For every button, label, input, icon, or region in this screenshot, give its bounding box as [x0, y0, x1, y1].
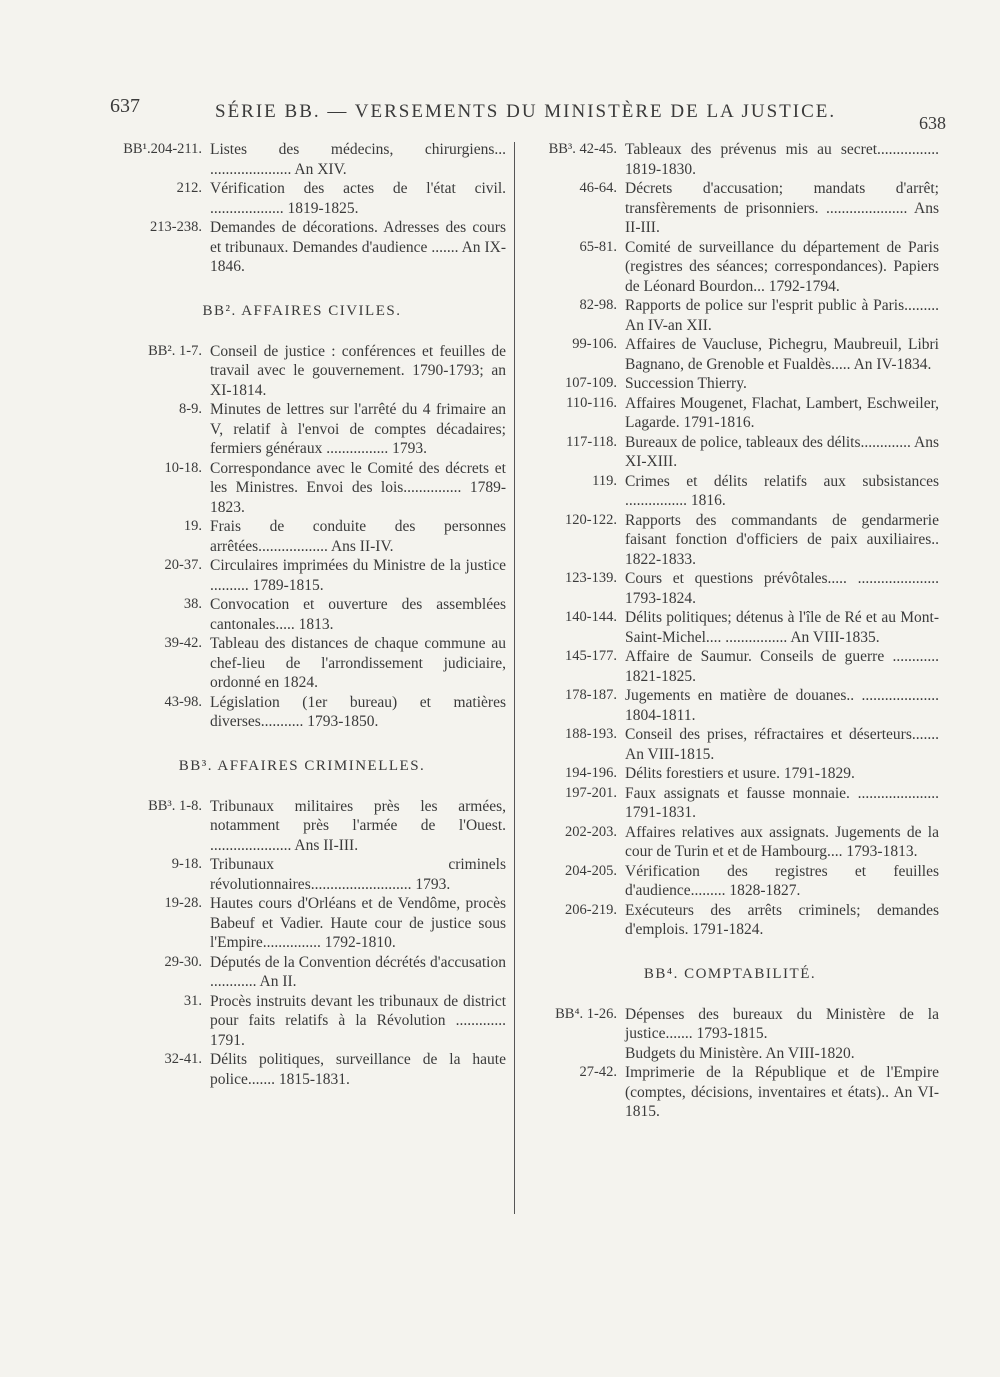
entry-number: 197-201. [565, 784, 617, 801]
entries-bb3 [92, 797, 512, 1090]
entry-number: 43-98. [164, 693, 202, 710]
entry-description: Correspondance avec le Comité des décrets et les Ministres. Envoi des lois............... 1789-1823. [210, 459, 506, 516]
list-item [92, 140, 512, 179]
entry-description: Affaire de Saumur. Conseils de guerre ............ 1821-1825. [625, 648, 939, 685]
list-item [92, 459, 512, 518]
entry-description: Bureaux de police, tableaux des délits............. Ans XI-XIII. [625, 433, 939, 470]
entry-number: 19-28. [164, 895, 202, 911]
entry-number: 10-18. [164, 459, 202, 476]
entry-number: 178-187. [565, 687, 617, 703]
entry-description: Affaires relatives aux assignats. Jugements de la cour de Turin et et de Hambourg.... 1793-1813. [625, 823, 939, 860]
entry-number: 212. [176, 180, 202, 196]
list-item [92, 992, 512, 1051]
list-item [92, 342, 512, 401]
entry-number: 38. [183, 596, 202, 612]
entry-description: Tribunaux criminels révolutionnaires.......................... 1793. [210, 856, 506, 893]
list-item [92, 400, 512, 459]
entry-number: 206-219. [565, 901, 617, 918]
list-item [92, 855, 512, 894]
entry-description: Rapports des commandants de gendarmerie faisant fonction d'officiers de paix auxiliaires.. 1822-1833. [625, 511, 939, 568]
list-item [515, 335, 945, 374]
entry-description: Tableaux des prévenus mis au secret................ 1819-1830. [625, 141, 939, 178]
entry-number: 120-122. [565, 511, 617, 528]
list-item [515, 472, 945, 511]
list-item [92, 693, 512, 732]
entry-description: Budgets du Ministère. An VIII-1820. [625, 1044, 855, 1062]
entry-description: Exécuteurs des arrêts criminels; demandes d'emplois. 1791-1824. [625, 901, 939, 938]
entry-number: 29-30. [164, 953, 202, 970]
entry-number: BB². 1-7. [148, 342, 202, 359]
entry-description: Conseil de justice : conférences et feuilles de travail avec le gouvernement. 1790-1793; an XI-1814. [210, 342, 506, 399]
list-item [515, 764, 945, 784]
list-item [515, 901, 945, 940]
entry-number: 19. [183, 518, 202, 534]
entry-description: Cours et questions prévôtales..... ..................... 1793-1824. [625, 570, 939, 607]
list-item [92, 894, 512, 953]
entry-description: Affaires Mougenet, Flachat, Lambert, Eschweiler, Lagarde. 1791-1816. [625, 394, 939, 431]
running-title: SÉRIE BB. — VERSEMENTS DU MINISTÈRE DE LA JUSTICE. [215, 101, 837, 122]
entry-number: BB³. 42-45. [548, 141, 617, 157]
list-item [515, 1005, 945, 1044]
entries-bb2 [92, 342, 512, 732]
entry-number: 188-193. [565, 726, 617, 742]
list-item [515, 647, 945, 686]
list-item [92, 634, 512, 693]
entry-number: 65-81. [579, 238, 617, 255]
list-item [515, 686, 945, 725]
entry-number: 117-118. [566, 433, 617, 450]
entry-description: Affaires de Vaucluse, Pichegru, Maubreuil, Libri Bagnano, de Grenoble et Fualdès..... An IV-1834. [625, 336, 939, 373]
list-item [92, 517, 512, 556]
list-item [515, 179, 945, 238]
entry-description: Délits politiques; détenus à l'île de Ré et au Mont-Saint-Michel.... ................ An VIII-1835. [625, 609, 939, 646]
entry-description: Circulaires imprimées du Ministre de la justice .......... 1789-1815. [210, 557, 506, 594]
entry-number: 145-177. [565, 648, 617, 664]
entry-number: 213-238. [150, 219, 202, 235]
section-title-bb4: BB⁴. COMPTABILITÉ. [643, 965, 817, 982]
entry-description: Rapports de police sur l'esprit public à Paris......... An IV-an XII. [625, 297, 939, 334]
list-item [92, 797, 512, 856]
entry-description: Délits forestiers et usure. 1791-1829. [625, 765, 855, 782]
entry-description: Délits politiques, surveillance de la haute police....... 1815-1831. [210, 1051, 506, 1088]
entry-description: Législation (1er bureau) et matières diverses........... 1793-1850. [210, 693, 506, 730]
entries-bb1 [92, 140, 512, 277]
list-item [515, 823, 945, 862]
page-number-right: 638 [919, 113, 946, 133]
entry-description: Comité de surveillance du département de Paris (registres des séances; correspondances). Papiers de Léonard Bourdon... 1792-1794. [625, 238, 939, 295]
entry-number: 39-42. [164, 635, 202, 651]
entry-description: Minutes de lettres sur l'arrêté du 4 frimaire an V, relatif à l'envoi de comptes décadaires; fermiers généraux ................ 1793. [210, 401, 506, 457]
entry-description: Succession Thierry. [625, 375, 747, 392]
list-item [92, 595, 512, 634]
entry-description: Hautes cours d'Orléans et de Vendôme, procès Babeuf et Vadier. Haute cour de justice sous l'Empire............... 1792-1810. [210, 895, 506, 951]
list-item [92, 179, 512, 218]
list-item [515, 511, 945, 570]
section-title-bb3: BB³. AFFAIRES CRIMINELLES. [178, 757, 426, 774]
entry-description: Listes des médecins, chirurgiens... ..................... An XIV. [210, 141, 506, 178]
entry-description: Tableau des distances de chaque commune au chef-lieu de l'arrondissement judiciaire, ordonné en 1824. [210, 635, 506, 691]
entry-number: 202-203. [565, 823, 617, 840]
list-item [515, 784, 945, 823]
section-title-bb2: BB². AFFAIRES CIVILES. [202, 302, 402, 319]
left-column [92, 140, 512, 1089]
list-item [92, 556, 512, 595]
list-item [92, 218, 512, 277]
entries-bb4 [515, 1005, 945, 1122]
entry-number: 99-106. [572, 336, 617, 352]
list-item [515, 374, 945, 394]
list-item [515, 862, 945, 901]
entry-number: 110-116. [566, 394, 617, 411]
entry-description: Jugements en matière de douanes.. .................... 1804-1811. [625, 687, 939, 724]
entry-description: Imprimerie de la République et de l'Empire (comptes, décisions, inventaires et états).. An VI-1815. [625, 1064, 939, 1120]
entry-number: 46-64. [579, 180, 617, 196]
page-header [110, 95, 946, 135]
list-item [515, 433, 945, 472]
entry-number: 20-37. [164, 557, 202, 573]
entry-number [515, 1044, 625, 1064]
entry-number: 194-196. [565, 765, 617, 781]
list-item [515, 725, 945, 764]
entry-number: 31. [183, 992, 202, 1009]
page-number-left: 637 [110, 95, 140, 117]
entry-description: Vérification des actes de l'état civil. ................... 1819-1825. [210, 180, 506, 217]
list-item [515, 1044, 945, 1064]
entry-description: Frais de conduite des personnes arrêtées.................. Ans II-IV. [210, 518, 506, 555]
entry-number: 204-205. [565, 862, 617, 879]
entry-number: 107-109. [565, 375, 617, 391]
entry-number: BB³. 1-8. [148, 797, 202, 814]
list-item [515, 569, 945, 608]
entry-number: 27-42. [579, 1064, 617, 1080]
entry-number: 32-41. [164, 1051, 202, 1067]
entry-description: Conseil des prises, réfractaires et déserteurs....... An VIII-1815. [625, 726, 939, 763]
entry-number: 8-9. [179, 401, 202, 417]
list-item [515, 394, 945, 433]
entry-number: 9-18. [171, 856, 202, 872]
entry-description: Faux assignats et fausse monnaie. ..................... 1791-1831. [625, 784, 939, 821]
entry-number: 123-139. [565, 570, 617, 586]
entry-description: Dépenses des bureaux du Ministère de la justice....... 1793-1815. [625, 1005, 939, 1042]
entry-number: 119. [592, 472, 617, 489]
entry-number: 140-144. [565, 609, 617, 625]
entry-number: BB⁴. 1-26. [555, 1005, 617, 1022]
entry-description: Députés de la Convention décrétés d'accusation ............ An II. [210, 953, 506, 990]
list-item [515, 238, 945, 297]
entry-description: Vérification des registres et feuilles d'audience......... 1828-1827. [625, 862, 939, 899]
entry-description: Convocation et ouverture des assemblées cantonales..... 1813. [210, 596, 506, 633]
list-item [515, 140, 945, 179]
entry-description: Décrets d'accusation; mandats d'arrêt; transfèrements de prisonniers. ..................... Ans II-III. [625, 180, 939, 236]
list-item [515, 296, 945, 335]
list-item [515, 1063, 945, 1122]
entry-description: Procès instruits devant les tribunaux de district pour faits relatifs à la Révolution ............. 1791. [210, 992, 506, 1049]
entry-number: 82-98. [579, 297, 617, 313]
entry-description: Crimes et délits relatifs aux subsistances ................ 1816. [625, 472, 939, 509]
list-item [92, 953, 512, 992]
entry-number: BB¹.204-211. [123, 141, 202, 157]
list-item [515, 608, 945, 647]
list-item [92, 1050, 512, 1089]
entry-description: Demandes de décorations. Adresses des cours et tribunaux. Demandes d'audience ....... An IX-1846. [210, 219, 506, 275]
entries-bb3-continued [515, 140, 945, 940]
right-column [515, 140, 945, 1122]
entry-description: Tribunaux militaires près les armées, notamment près l'armée de l'Ouest. ..................... Ans II-III. [210, 797, 506, 854]
